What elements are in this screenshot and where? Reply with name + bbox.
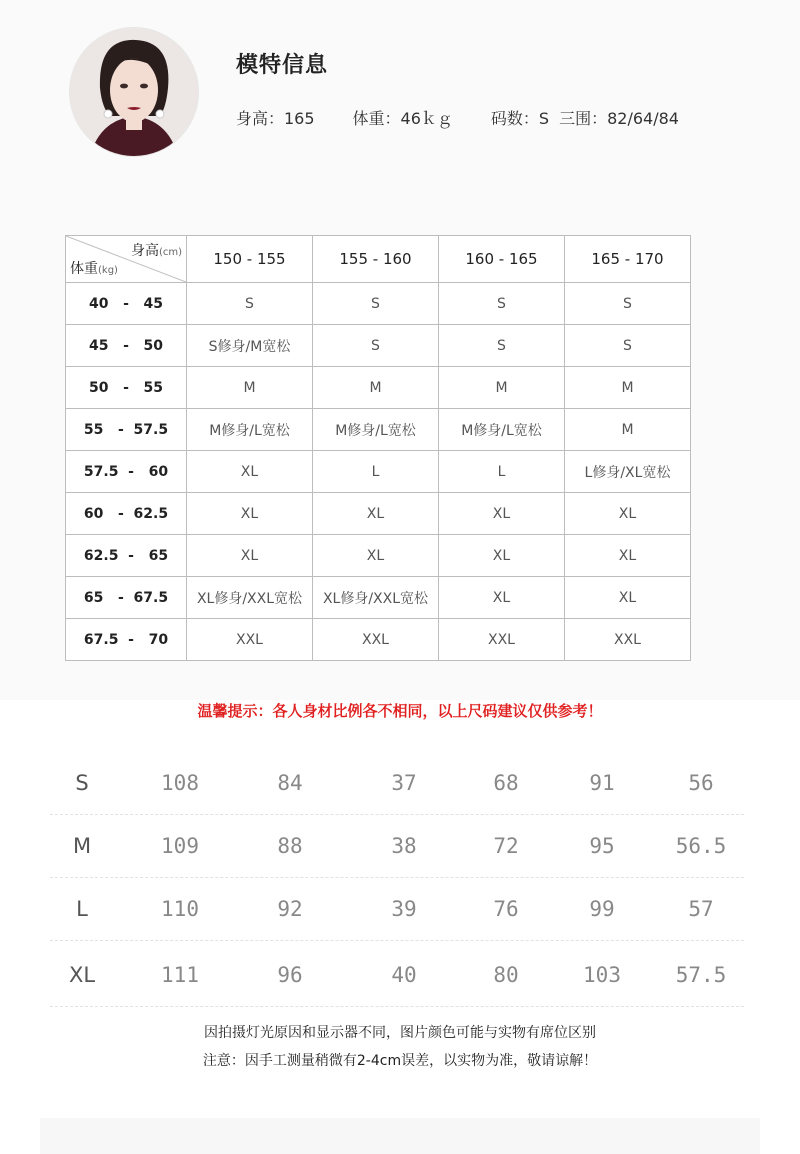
table-row bbox=[66, 409, 691, 451]
height-header: 155 - 160 bbox=[313, 236, 439, 283]
measurement-value: 96 bbox=[277, 963, 303, 987]
weight-range: 57.5 - 60 bbox=[66, 451, 187, 493]
size-cell: S bbox=[439, 325, 565, 367]
model-avatar bbox=[70, 28, 198, 156]
measurement-value: 103 bbox=[583, 963, 621, 987]
measurement-value: 56 bbox=[688, 771, 714, 795]
measurement-value: 56.5 bbox=[675, 834, 727, 858]
measurement-disclaimer: 注意：因手工测量稍微有2-4cm误差，以实物为准，敬请谅解！ bbox=[202, 1053, 598, 1069]
size-cell: XXL bbox=[313, 619, 439, 661]
size-cell: S bbox=[313, 325, 439, 367]
weight-range: 60 - 62.5 bbox=[66, 493, 187, 535]
weight-range: 50 - 55 bbox=[66, 367, 187, 409]
model-size: 码数：S bbox=[490, 109, 550, 128]
model-measurements: 三围：82/64/84 bbox=[559, 109, 679, 128]
measurement-value: 40 bbox=[391, 963, 417, 987]
measurement-value: 37 bbox=[391, 771, 417, 795]
height-header: 150 - 155 bbox=[187, 236, 313, 283]
weight-range: 65 - 67.5 bbox=[66, 577, 187, 619]
measurement-row-s bbox=[50, 752, 744, 815]
size-cell: XXL bbox=[187, 619, 313, 661]
size-cell: M bbox=[565, 367, 691, 409]
measurement-value: 80 bbox=[493, 963, 519, 987]
corner-weight-label: 体重 bbox=[70, 261, 98, 277]
size-cell: XL bbox=[439, 577, 565, 619]
measurement-value: 57.5 bbox=[675, 963, 727, 987]
size-cell: XL bbox=[313, 493, 439, 535]
size-cell: XL bbox=[187, 493, 313, 535]
measurement-value: 95 bbox=[589, 834, 615, 858]
corner-height-label: 身高 bbox=[130, 243, 159, 259]
size-label: M bbox=[72, 834, 92, 858]
size-cell: XL bbox=[313, 535, 439, 577]
height-header: 160 - 165 bbox=[439, 236, 565, 283]
measurement-value: 92 bbox=[277, 897, 303, 921]
size-label: S bbox=[75, 771, 89, 795]
size-cell: XL bbox=[565, 493, 691, 535]
size-cell: XL bbox=[187, 451, 313, 493]
table-row bbox=[66, 325, 691, 367]
weight-range: 62.5 - 65 bbox=[66, 535, 187, 577]
size-cell: S bbox=[439, 283, 565, 325]
measurement-row-m bbox=[50, 815, 744, 878]
size-cell: XL bbox=[565, 577, 691, 619]
table-row bbox=[66, 493, 691, 535]
measurement-row-xl bbox=[50, 944, 744, 1007]
model-height: 身高：165 bbox=[236, 109, 315, 128]
size-cell: M bbox=[439, 367, 565, 409]
table-row bbox=[66, 283, 691, 325]
measurement-value: 99 bbox=[589, 897, 615, 921]
table-header-row bbox=[66, 236, 691, 283]
table-row bbox=[66, 535, 691, 577]
color-disclaimer: 因拍摄灯光原因和显示器不同，图片颜色可能与实物有席位区别 bbox=[204, 1025, 596, 1041]
size-label: L bbox=[76, 897, 88, 921]
table-row bbox=[66, 619, 691, 661]
size-cell: M bbox=[187, 367, 313, 409]
measurement-value: 84 bbox=[277, 771, 303, 795]
measurement-value: 108 bbox=[161, 771, 199, 795]
size-recommendation-table bbox=[65, 235, 691, 661]
size-cell: M bbox=[565, 409, 691, 451]
size-cell: S bbox=[313, 283, 439, 325]
size-cell: M bbox=[313, 367, 439, 409]
measurement-row-l bbox=[50, 878, 744, 941]
weight-range: 55 - 57.5 bbox=[66, 409, 187, 451]
size-cell: S bbox=[565, 283, 691, 325]
size-cell: L修身/XL宽松 bbox=[565, 451, 691, 493]
table-row bbox=[66, 577, 691, 619]
size-cell: XL bbox=[439, 493, 565, 535]
size-tip: 温馨提示：各人身材比例各不相同，以上尺码建议仅供参考！ bbox=[197, 702, 603, 720]
measurement-value: 57 bbox=[688, 897, 714, 921]
measurement-value: 76 bbox=[493, 897, 519, 921]
weight-range: 45 - 50 bbox=[66, 325, 187, 367]
height-header: 165 - 170 bbox=[565, 236, 691, 283]
measurement-value: 88 bbox=[277, 834, 303, 858]
model-stats bbox=[236, 106, 717, 129]
size-cell: M修身/L宽松 bbox=[439, 409, 565, 451]
model-weight: 体重：46ｋｇ bbox=[352, 109, 453, 128]
size-cell: XL bbox=[187, 535, 313, 577]
measurement-value: 111 bbox=[161, 963, 199, 987]
size-cell: M修身/L宽松 bbox=[313, 409, 439, 451]
measurement-value: 91 bbox=[589, 771, 615, 795]
size-cell: XL bbox=[439, 535, 565, 577]
size-cell: S bbox=[187, 283, 313, 325]
weight-range: 40 - 45 bbox=[66, 283, 187, 325]
size-cell: XL修身/XXL宽松 bbox=[313, 577, 439, 619]
measurement-value: 68 bbox=[493, 771, 519, 795]
size-cell: XXL bbox=[439, 619, 565, 661]
measurement-value: 109 bbox=[161, 834, 199, 858]
size-cell: L bbox=[439, 451, 565, 493]
corner-weight-unit: (kg) bbox=[98, 265, 118, 276]
size-cell: S bbox=[565, 325, 691, 367]
measurement-value: 39 bbox=[391, 897, 417, 921]
size-cell: M修身/L宽松 bbox=[187, 409, 313, 451]
corner-cell bbox=[66, 236, 187, 283]
size-cell: XXL bbox=[565, 619, 691, 661]
table-row bbox=[66, 451, 691, 493]
size-label: XL bbox=[68, 963, 96, 987]
measurement-value: 38 bbox=[391, 834, 417, 858]
size-cell: L bbox=[313, 451, 439, 493]
corner-height-unit: (cm) bbox=[158, 247, 182, 258]
size-cell: XL修身/XXL宽松 bbox=[187, 577, 313, 619]
bottom-panel bbox=[40, 1118, 760, 1154]
measurement-value: 72 bbox=[493, 834, 519, 858]
weight-range: 67.5 - 70 bbox=[66, 619, 187, 661]
size-cell: S修身/M宽松 bbox=[187, 325, 313, 367]
measurement-value: 110 bbox=[161, 897, 199, 921]
table-row bbox=[66, 367, 691, 409]
size-cell: XL bbox=[565, 535, 691, 577]
model-info-title: 模特信息 bbox=[236, 53, 329, 78]
